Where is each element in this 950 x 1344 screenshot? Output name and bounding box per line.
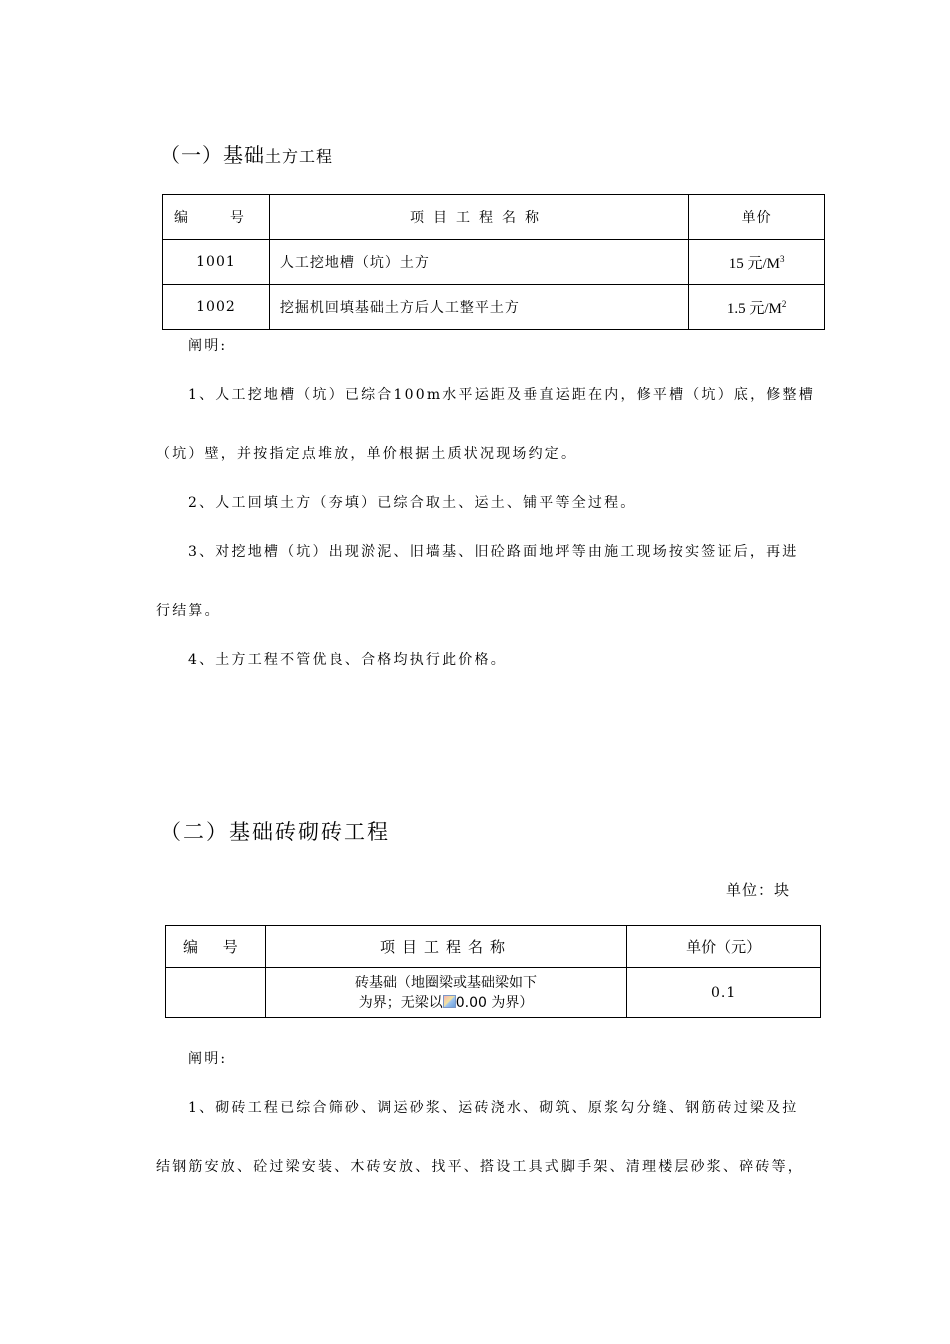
- section1-title-prefix: （一）基础: [160, 143, 265, 167]
- note-paragraph: 1、人工挖地槽（坑）已综合100m水平运距及垂直运距在内，修平槽（坑）底，修整槽: [188, 387, 815, 403]
- row-price: 1.5 元$/M^2$: [689, 285, 825, 330]
- row-price: 0.1: [627, 968, 821, 1018]
- note-paragraph: 4、土方工程不管优良、合格均执行此价格。: [188, 652, 507, 668]
- header-code: 编 号: [166, 926, 266, 968]
- note-paragraph: 2、人工回填土方（夯填）已综合取土、运土、铺平等全过程。: [188, 495, 637, 511]
- section1-title-suffix: 土方工程: [265, 147, 334, 166]
- notes-label: 阐明:: [188, 1051, 228, 1067]
- row-code: 1002: [163, 285, 270, 330]
- unit-label: 单位：块: [726, 881, 791, 899]
- notes-label: 阐明:: [188, 338, 228, 354]
- note-paragraph: 3、对挖地槽（坑）出现淤泥、旧墙基、旧砼路面地坪等由施工现场按实签证后，再进: [188, 544, 799, 560]
- earthwork-price-table: [162, 194, 825, 330]
- row-name-line1: 砖基础（地圈梁或基础梁如下: [355, 974, 538, 991]
- row-name-line2: 为界；无梁以 0.00 为界）: [358, 994, 534, 1011]
- table-header-row: [163, 195, 825, 240]
- note-paragraph: 行结算。: [156, 603, 221, 619]
- section2-title: （二）基础砖砌砖工程: [160, 820, 390, 844]
- table-row: [163, 285, 825, 330]
- row-price: 15 元$/M^3$: [689, 240, 825, 285]
- row-name: 人工挖地槽（坑）土方: [269, 240, 688, 285]
- header-price: 单价: [689, 195, 825, 240]
- section1-title: [160, 139, 333, 168]
- row-code: [166, 968, 266, 1018]
- table-row: [166, 968, 821, 1018]
- header-price: 单价（元）: [627, 926, 821, 968]
- broken-image-icon: [443, 995, 456, 1008]
- note-paragraph: 结钢筋安放、砼过梁安装、木砖安放、找平、搭设工具式脚手架、清理楼层砂浆、碎砖等，: [156, 1159, 804, 1175]
- table-header-row: [166, 926, 821, 968]
- row-code: 1001: [163, 240, 270, 285]
- row-name: 挖掘机回填基础土方后人工整平土方: [269, 285, 688, 330]
- header-code: 编 号: [163, 195, 270, 240]
- header-name: 项目工程名称: [269, 195, 688, 240]
- table-row: [163, 240, 825, 285]
- note-paragraph: 1、砌砖工程已综合筛砂、调运砂浆、运砖浇水、砌筑、原浆勾分缝、钢筋砖过梁及拉: [188, 1100, 799, 1116]
- note-paragraph: （坑）壁，并按指定点堆放，单价根据土质状况现场约定。: [156, 446, 578, 462]
- brickwork-price-table: [165, 925, 821, 1018]
- header-name: 项目工程名称: [265, 926, 626, 968]
- row-name: [265, 968, 626, 1018]
